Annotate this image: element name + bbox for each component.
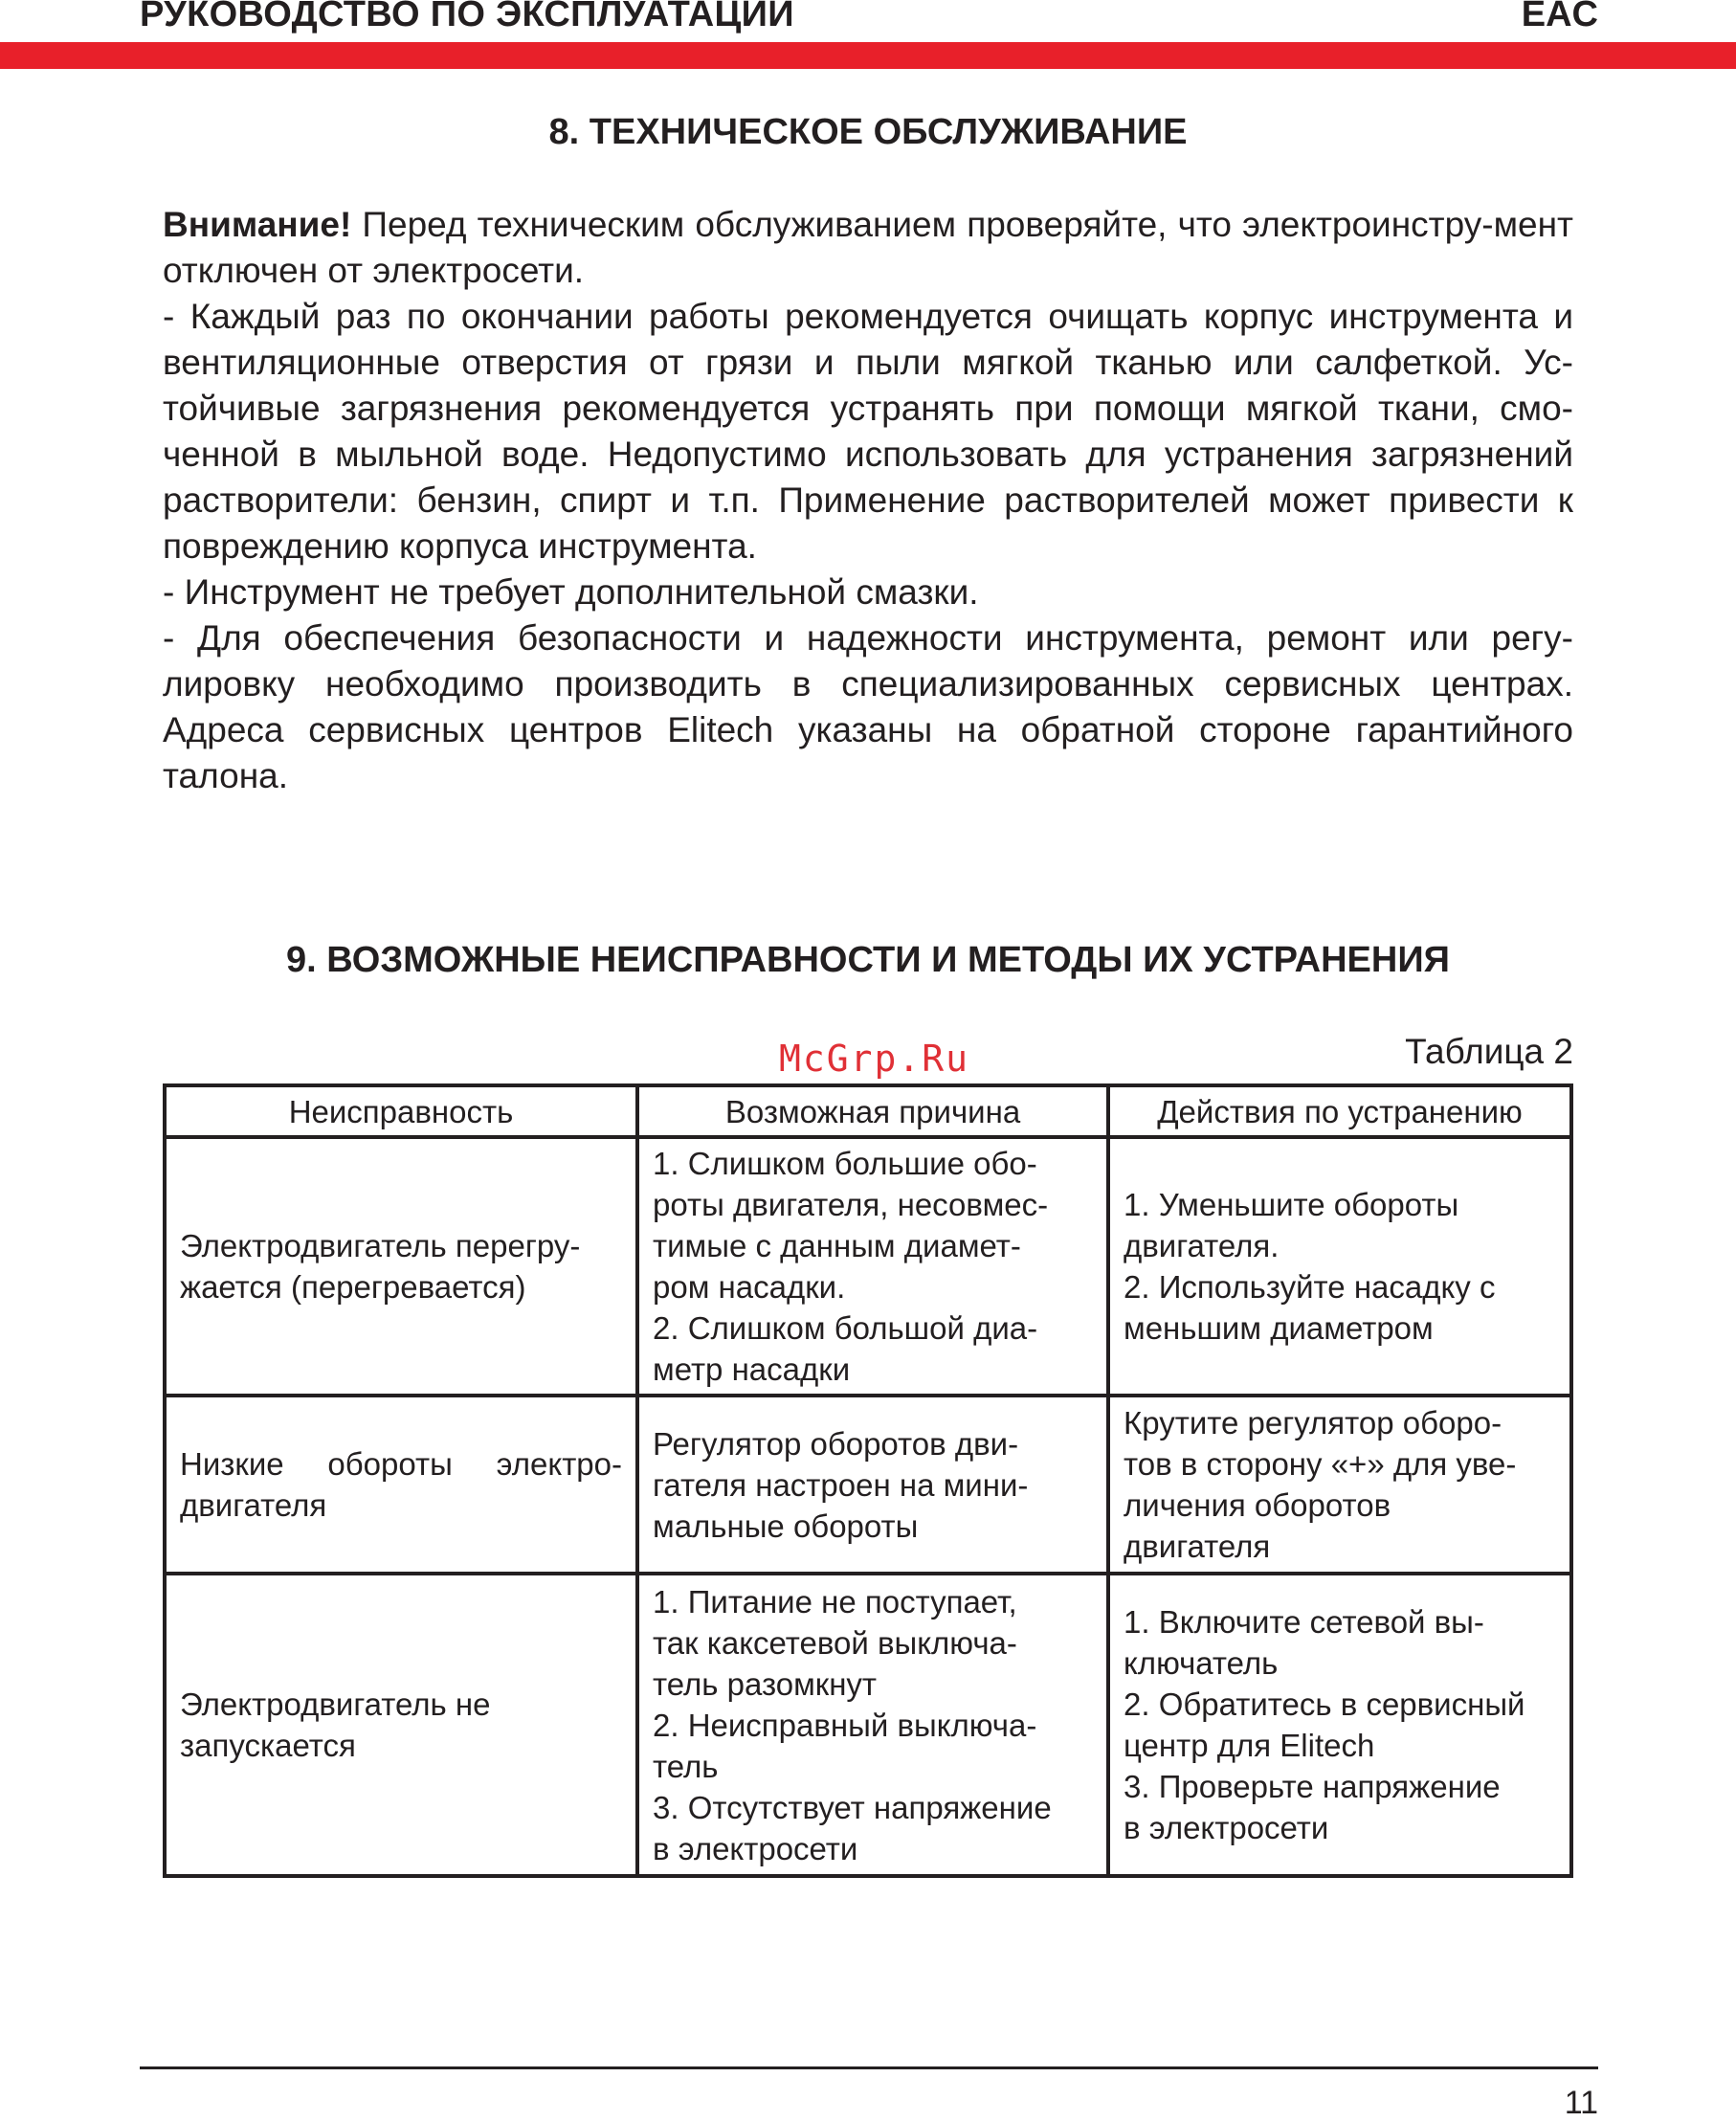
cell-line: жается (перегревается) <box>180 1269 526 1305</box>
cell-line: Электродвигатель не <box>180 1686 491 1722</box>
fault-cell <box>165 1396 637 1574</box>
cell-line: тимые с данным диамет- <box>653 1228 1021 1263</box>
section-9-title: 9. ВОЗМОЖНЫЕ НЕИСПРАВНОСТИ И МЕТОДЫ ИХ УСТРАНЕНИЯ <box>286 940 1450 980</box>
cell-line: ром насадки. <box>653 1269 846 1305</box>
cell-line: Электродвигатель перегру- <box>180 1228 581 1263</box>
eac-mark: EAC <box>1521 0 1598 34</box>
cause-cell <box>637 1137 1108 1396</box>
cell-line: 1. Слишком большие обо- <box>653 1146 1037 1181</box>
action-cell <box>1108 1396 1571 1574</box>
cell-line: роты двигателя, несовмес- <box>653 1187 1049 1222</box>
faults-table <box>163 1083 1573 1878</box>
paragraph: - Для обеспечения безопасности и надежности инструмента, ремонт или регу-лировку необходимо производить в специализированных сервисных центрах. Адреса сервисных центров Elitech указаны на обратной стороне гарантийного талона. <box>163 618 1573 795</box>
section-8-title: 8. ТЕХНИЧЕСКОЕ ОБСЛУЖИВАНИЕ <box>548 112 1188 152</box>
cell-line: гателя настроен на мини- <box>653 1466 1029 1503</box>
cell-line: двигателя <box>180 1487 327 1523</box>
section-8-body <box>163 202 1573 799</box>
page-number: 11 <box>1564 2085 1598 2121</box>
cell-line: Крутите регулятор оборо- <box>1124 1405 1502 1441</box>
cell-line: 1. Питание не поступает, <box>653 1583 1017 1619</box>
cell-line: 1. Включите сетевой вы- <box>1124 1604 1484 1640</box>
cell-line: личения оборотов <box>1124 1487 1391 1523</box>
watermark: McGrp.Ru <box>779 1038 970 1080</box>
cell-line: 2. Обратитесь в сервисный <box>1124 1686 1525 1722</box>
cell-line: Низкие обороты электро- <box>180 1446 622 1482</box>
cell-line: тель разомкнут <box>653 1665 878 1702</box>
table-row <box>165 1574 1571 1876</box>
footer-rule <box>140 2066 1598 2069</box>
fault-cell <box>165 1574 637 1876</box>
table-row <box>165 1396 1571 1574</box>
cell-line: центр для Elitech <box>1124 1728 1375 1763</box>
cell-line: 3. Отсутствует напряжение <box>653 1789 1052 1825</box>
cell-line: метр насадки <box>653 1351 851 1387</box>
cell-line: 2. Неисправный выключа- <box>653 1707 1037 1743</box>
column-header-fault: Неисправность <box>165 1085 637 1137</box>
cell-line: тов в сторону «+» для уве- <box>1124 1446 1517 1482</box>
cell-line: в электросети <box>1124 1810 1329 1845</box>
column-header-action: Действия по устранению <box>1108 1085 1571 1137</box>
action-cell <box>1108 1574 1571 1876</box>
document-title: РУКОВОДСТВО ПО ЭКСПЛУАТАЦИИ <box>140 0 794 34</box>
table-row <box>165 1137 1571 1396</box>
cell-line: ключатель <box>1124 1645 1279 1681</box>
cell-line: 2. Используйте насадку с <box>1124 1269 1496 1305</box>
cell-line: в электросети <box>653 1830 858 1866</box>
warning-paragraph <box>163 202 1573 294</box>
table-header-row <box>165 1085 1571 1137</box>
cause-cell <box>637 1574 1108 1876</box>
cell-line: Регулятор оборотов дви- <box>653 1425 1019 1462</box>
cell-line: 2. Слишком большой диа- <box>653 1310 1038 1346</box>
header-bar <box>0 42 1736 69</box>
cell-line: меньшим диаметром <box>1124 1310 1434 1346</box>
cell-line: мальные обороты <box>653 1508 919 1544</box>
table-caption: Таблица 2 <box>1405 1032 1573 1071</box>
cell-line: двигателя <box>1124 1529 1271 1564</box>
action-cell <box>1108 1137 1571 1396</box>
fault-cell <box>165 1137 637 1396</box>
cell-line: запускается <box>180 1728 356 1763</box>
warning-text: Перед техническим обслуживанием проверяйте, что электроинстру-мент отключен от электросети. <box>163 205 1573 290</box>
cell-line: тель <box>653 1748 719 1784</box>
cell-line: так каксетевой выключа- <box>653 1624 1017 1661</box>
paragraph: - Инструмент не требует дополнительной смазки. <box>163 572 979 612</box>
cell-line: 1. Уменьшите обороты <box>1124 1187 1459 1222</box>
cell-line: 3. Проверьте напряжение <box>1124 1769 1501 1804</box>
warning-label: Внимание! <box>163 205 352 244</box>
column-header-cause: Возможная причина <box>637 1085 1108 1137</box>
cause-cell <box>637 1396 1108 1574</box>
cell-line: двигателя. <box>1124 1228 1280 1263</box>
paragraph: - Каждый раз по окончании работы рекомендуется очищать корпус инструмента и вентиляционные отверстия от грязи и пыли мягкой тканью или салфеткой. Ус-тойчивые загрязнения рекомендуется устранять при помощи мягкой ткани, смо-ченной в мыльной воде. Недопустимо использовать для устранения загрязнений растворители: бензин, спирт и т.п. Применение растворителей может привести к повреждению корпуса инструмента. <box>163 297 1573 566</box>
